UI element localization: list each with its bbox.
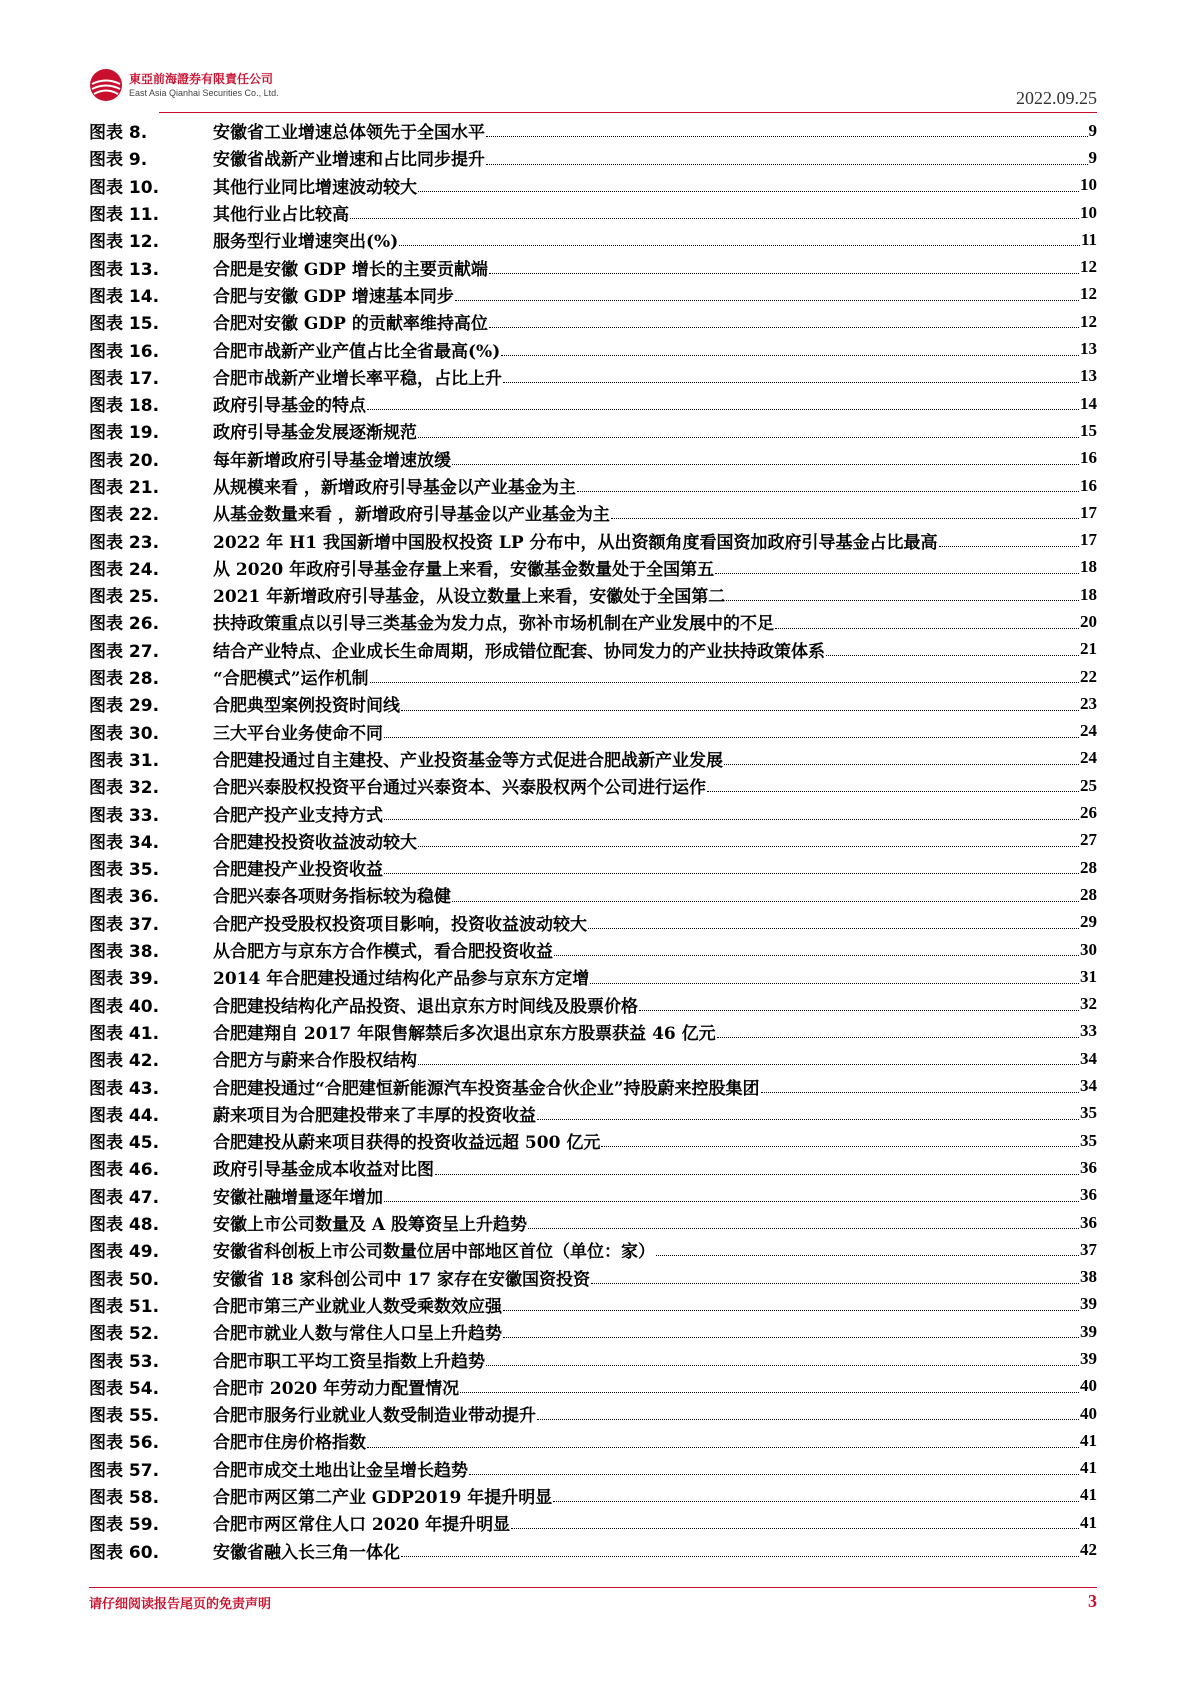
figure-title: 政府引导基金的特点 <box>213 396 366 417</box>
report-date: 2022.09.25 <box>1016 88 1097 108</box>
figure-page-number: 35 <box>1080 1130 1097 1150</box>
figure-page-number: 16 <box>1080 475 1097 495</box>
figure-page-number: 13 <box>1080 339 1097 359</box>
figure-label: 图表 10. <box>89 177 160 198</box>
dot-leader <box>611 518 1079 519</box>
dot-leader <box>588 928 1079 929</box>
dot-leader <box>435 1174 1079 1175</box>
figure-label: 图表 20. <box>89 450 160 471</box>
dot-leader <box>715 573 1079 574</box>
figure-label: 图表 39. <box>89 969 160 990</box>
figure-page-number: 36 <box>1080 1157 1097 1177</box>
figure-title: 合肥建翔自 2017 年限售解禁后多次退出京东方股票获益 46 亿元 <box>213 1023 716 1044</box>
toc-entry[interactable] <box>89 1127 1097 1154</box>
figure-title: 从规模来看 ，新增政府引导基金以产业基金为主 <box>213 478 576 498</box>
figure-page-number: 31 <box>1080 966 1097 986</box>
toc-entry[interactable] <box>89 554 1097 581</box>
figure-page-number: 12 <box>1080 284 1097 304</box>
figure-title: 安徽上市公司数量及 A 股筹资呈上升趋势 <box>213 1215 528 1236</box>
dot-leader <box>554 955 1079 956</box>
figure-title: 2014 年合肥建投通过结构化产品参与京东方定增 <box>213 969 590 990</box>
figure-title: 合肥兴泰股权投资平台通过兴泰资本、兴泰股权两个公司进行运作 <box>213 778 706 799</box>
figure-page-number: 11 <box>1080 229 1097 249</box>
dot-leader <box>826 655 1079 656</box>
figure-label: 图表 46. <box>89 1160 160 1181</box>
dot-leader <box>528 1228 1079 1229</box>
dot-leader <box>384 819 1079 820</box>
figure-page-number: 23 <box>1080 693 1097 713</box>
figure-title: 2022 年 H1 我国新增中国股权投资 LP 分布中，从出资额角度看国资加政府引导基金占比最高 <box>213 532 938 553</box>
toc-entry[interactable] <box>89 581 1097 608</box>
figure-page-number: 28 <box>1080 884 1097 904</box>
toc-entry[interactable] <box>89 1154 1097 1181</box>
toc-entry[interactable] <box>89 472 1097 499</box>
figure-label: 图表 58. <box>89 1487 160 1508</box>
figure-page-number: 12 <box>1080 257 1097 277</box>
figure-label: 图表 17. <box>89 368 160 389</box>
dot-leader <box>367 409 1079 410</box>
dot-leader <box>401 710 1079 711</box>
figure-label: 图表 36. <box>89 887 160 908</box>
figure-label: 图表 40. <box>89 996 160 1017</box>
figure-label: 图表 24. <box>89 559 160 580</box>
toc-entry[interactable] <box>89 745 1097 772</box>
toc-entry[interactable] <box>89 608 1097 635</box>
figure-page-number: 16 <box>1080 448 1097 468</box>
figure-label: 图表 51. <box>89 1296 160 1317</box>
dot-leader <box>707 791 1079 792</box>
figure-label: 图表 55. <box>89 1406 160 1427</box>
disclaimer-note: 请仔细阅读报告尾页的免责声明 <box>89 1597 272 1612</box>
figure-page-number: 25 <box>1080 775 1097 795</box>
toc-entry[interactable] <box>89 1345 1097 1372</box>
figure-label: 图表 15. <box>89 314 160 335</box>
figure-title: 安徽省工业增速总体领先于全国水平 <box>213 123 485 144</box>
figure-page-number: 18 <box>1080 584 1097 604</box>
figure-page-number: 15 <box>1080 420 1097 440</box>
dot-leader <box>486 136 1088 137</box>
figure-title: 合肥市服务行业就业人数受制造业带动提升 <box>213 1406 536 1427</box>
figure-title: 合肥产投产业支持方式 <box>213 805 383 826</box>
figure-title: 合肥典型案例投资时间线 <box>213 696 400 717</box>
figure-page-number: 30 <box>1080 939 1097 959</box>
toc-entry[interactable] <box>89 909 1097 936</box>
figure-page-number: 26 <box>1080 803 1097 823</box>
dot-leader <box>486 1365 1079 1366</box>
page-number: 3 <box>1088 1591 1097 1611</box>
figure-label: 图表 21. <box>89 478 160 498</box>
toc-entry[interactable] <box>89 854 1097 881</box>
dot-leader <box>489 327 1079 328</box>
figure-label: 图表 35. <box>89 860 160 881</box>
toc-entry[interactable] <box>89 144 1097 171</box>
figure-title: 蔚来项目为合肥建投带来了丰厚的投资收益 <box>213 1105 536 1126</box>
figure-title: 合肥建投结构化产品投资、退出京东方时间线及股票价格 <box>213 996 638 1017</box>
figure-title: 合肥方与蔚来合作股权结构 <box>213 1051 417 1072</box>
toc-entry[interactable] <box>89 772 1097 799</box>
page-header <box>89 62 1097 114</box>
figure-title: 合肥兴泰各项财务指标较为稳健 <box>213 887 451 908</box>
company-name-en: East Asia Qianhai Securities Co., Ltd. <box>129 88 279 98</box>
figure-label: 图表 25. <box>89 587 160 608</box>
dot-leader <box>370 682 1079 683</box>
figure-page-number: 17 <box>1080 530 1097 550</box>
dot-leader <box>591 1283 1079 1284</box>
dot-leader <box>577 491 1079 492</box>
figure-title: 合肥市就业人数与常住人口呈上升趋势 <box>213 1324 502 1345</box>
figure-label: 图表 23. <box>89 532 160 553</box>
dot-leader <box>501 355 1079 356</box>
toc-entry[interactable] <box>89 718 1097 745</box>
dot-leader <box>469 1474 1079 1475</box>
figure-label: 图表 22. <box>89 505 160 526</box>
dot-leader <box>418 846 1079 847</box>
figure-label: 图表 16. <box>89 341 160 362</box>
toc-entry[interactable] <box>89 199 1097 226</box>
figure-title: 三大平台业务使命不同 <box>213 723 383 744</box>
toc-entry[interactable] <box>89 526 1097 553</box>
dot-leader <box>460 1392 1079 1393</box>
figure-page-number: 13 <box>1080 366 1097 386</box>
figure-label: 图表 33. <box>89 805 160 826</box>
figure-title: 合肥对安徽 GDP 的贡献率维持高位 <box>213 314 488 335</box>
figure-title: 安徽省战新产业增速和占比同步提升 <box>213 150 485 171</box>
figure-page-number: 32 <box>1080 994 1097 1014</box>
figure-label: 图表 12. <box>89 232 160 253</box>
figure-page-number: 34 <box>1080 1048 1097 1068</box>
figure-label: 图表 38. <box>89 942 160 963</box>
toc-entry[interactable] <box>89 881 1097 908</box>
dot-leader <box>775 628 1079 629</box>
figure-label: 图表 19. <box>89 423 160 444</box>
figure-page-number: 39 <box>1080 1294 1097 1314</box>
dot-leader <box>939 546 1079 547</box>
figure-page-number: 9 <box>1088 120 1097 140</box>
dot-leader <box>401 1556 1079 1557</box>
figure-page-number: 38 <box>1080 1267 1097 1287</box>
figure-title: 合肥市战新产业增长率平稳，占比上升 <box>213 368 502 389</box>
toc-entry[interactable] <box>89 1318 1097 1345</box>
toc-entry[interactable] <box>89 1400 1097 1427</box>
dot-leader <box>367 1447 1079 1448</box>
figure-label: 图表 37. <box>89 914 160 935</box>
figure-label: 图表 26. <box>89 614 160 635</box>
figure-title: 其他行业占比较高 <box>213 205 349 226</box>
toc-entry[interactable] <box>89 1045 1097 1072</box>
figure-label: 图表 59. <box>89 1515 160 1536</box>
figure-title: 2021 年新增政府引导基金，从设立数量上来看，安徽处于全国第二 <box>213 587 726 608</box>
toc-entry[interactable] <box>89 417 1097 444</box>
figure-label: 图表 45. <box>89 1133 160 1154</box>
toc-entry[interactable] <box>89 799 1097 826</box>
figure-label: 图表 13. <box>89 259 160 280</box>
toc-entry[interactable] <box>89 1536 1097 1563</box>
figure-label: 图表 43. <box>89 1078 160 1099</box>
toc-entry[interactable] <box>89 308 1097 335</box>
figure-title: 从基金数量来看 ，新增政府引导基金以产业基金为主 <box>213 505 610 526</box>
figure-label: 图表 42. <box>89 1051 160 1072</box>
figure-label: 图表 9. <box>89 150 148 171</box>
dot-leader <box>503 1310 1079 1311</box>
toc-entry[interactable] <box>89 253 1097 280</box>
figure-page-number: 10 <box>1080 175 1097 195</box>
figure-label: 图表 57. <box>89 1460 160 1481</box>
dot-leader <box>455 300 1079 301</box>
dot-leader <box>350 218 1079 219</box>
footer-divider <box>89 1587 1097 1588</box>
dot-leader <box>503 1337 1079 1338</box>
header-divider <box>159 112 1097 113</box>
figure-page-number: 40 <box>1080 1403 1097 1423</box>
dot-leader <box>537 1419 1079 1420</box>
dot-leader <box>724 764 1079 765</box>
figure-page-number: 42 <box>1080 1540 1097 1560</box>
figure-title: 结合产业特点、企业成长生命周期，形成错位配套、协同发力的产业扶持政策体系 <box>213 641 825 662</box>
figure-page-number: 40 <box>1080 1376 1097 1396</box>
figure-label: 图表 56. <box>89 1433 160 1454</box>
figure-title: 合肥市职工平均工资呈指数上升趋势 <box>213 1351 485 1372</box>
toc-entry[interactable] <box>89 281 1097 308</box>
figure-label: 图表 30. <box>89 723 160 744</box>
toc-entry[interactable] <box>89 1209 1097 1236</box>
figure-page-number: 17 <box>1080 502 1097 522</box>
toc-entry[interactable] <box>89 663 1097 690</box>
figure-page-number: 24 <box>1080 721 1097 741</box>
toc-entry[interactable] <box>89 172 1097 199</box>
figure-title: 合肥建投产业投资收益 <box>213 860 383 881</box>
figure-title: 合肥市两区常住人口 2020 年提升明显 <box>213 1515 511 1536</box>
figure-title: 从合肥方与京东方合作模式，看合肥投资收益 <box>213 942 553 963</box>
figure-title: 政府引导基金成本收益对比图 <box>213 1160 434 1181</box>
figure-label: 图表 47. <box>89 1187 160 1208</box>
dot-leader <box>761 1092 1079 1093</box>
figure-title: 合肥市战新产业产值占比全省最高(%) <box>213 341 501 362</box>
figure-page-number: 27 <box>1080 830 1097 850</box>
dot-leader <box>384 737 1079 738</box>
figure-label: 图表 49. <box>89 1242 160 1263</box>
toc-entry[interactable] <box>89 1263 1097 1290</box>
toc-entry[interactable] <box>89 1455 1097 1482</box>
figure-title: 合肥是安徽 GDP 增长的主要贡献端 <box>213 259 488 280</box>
figure-label: 图表 44. <box>89 1105 160 1126</box>
figure-label: 图表 34. <box>89 832 160 853</box>
toc-entry[interactable] <box>89 1100 1097 1127</box>
dot-leader <box>452 901 1079 902</box>
toc-entry[interactable] <box>89 335 1097 362</box>
toc-entry[interactable] <box>89 445 1097 472</box>
dot-leader <box>418 1064 1079 1065</box>
figure-page-number: 34 <box>1080 1076 1097 1096</box>
figure-label: 图表 8. <box>89 123 148 144</box>
toc-entry[interactable] <box>89 690 1097 717</box>
figure-label: 图表 50. <box>89 1269 160 1290</box>
figure-title: 安徽社融增量逐年增加 <box>213 1187 383 1208</box>
figure-page-number: 14 <box>1080 393 1097 413</box>
figure-title: 合肥建投通过自主建投、产业投资基金等方式促进合肥战新产业发展 <box>213 750 723 771</box>
figure-page-number: 22 <box>1080 666 1097 686</box>
dot-leader <box>418 191 1079 192</box>
dot-leader <box>384 1201 1079 1202</box>
figure-label: 图表 60. <box>89 1542 160 1563</box>
figure-title: 扶持政策重点以引导三类基金为发力点，弥补市场机制在产业发展中的不足 <box>213 614 774 635</box>
figure-title: 合肥建投通过“合肥建恒新能源汽车投资基金合伙企业”持股蔚来控股集团 <box>213 1078 760 1099</box>
dot-leader <box>553 1501 1079 1502</box>
figure-title: 从 2020 年政府引导基金存量上来看，安徽基金数量处于全国第五 <box>213 559 715 580</box>
company-logo-icon <box>89 68 123 102</box>
figure-title: 合肥建投投资收益波动较大 <box>213 832 417 853</box>
figure-label: 图表 14. <box>89 286 160 307</box>
toc-entry[interactable] <box>89 226 1097 253</box>
toc-entry[interactable] <box>89 363 1097 390</box>
figure-page-number: 41 <box>1080 1458 1097 1478</box>
figure-label: 图表 53. <box>89 1351 160 1372</box>
toc-entry[interactable] <box>89 390 1097 417</box>
figure-page-number: 36 <box>1080 1212 1097 1232</box>
toc-entry[interactable] <box>89 1018 1097 1045</box>
dot-leader <box>503 382 1079 383</box>
figure-page-number: 24 <box>1080 748 1097 768</box>
figure-title: 合肥产投受股权投资项目影响，投资收益波动较大 <box>213 914 587 935</box>
toc-entry[interactable] <box>89 1373 1097 1400</box>
figure-title: 合肥市第三产业就业人数受乘数效应强 <box>213 1296 502 1317</box>
figure-page-number: 35 <box>1080 1103 1097 1123</box>
figure-title: 安徽省科创板上市公司数量位居中部地区首位（单位：家） <box>213 1242 655 1263</box>
figure-page-number: 37 <box>1080 1239 1097 1259</box>
figure-title: 安徽省 18 家科创公司中 17 家存在安徽国资投资 <box>213 1269 590 1290</box>
toc-entry[interactable] <box>89 117 1097 144</box>
figure-label: 图表 52. <box>89 1324 160 1345</box>
toc-entry[interactable] <box>89 1427 1097 1454</box>
figure-label: 图表 41. <box>89 1023 160 1044</box>
figure-label: 图表 48. <box>89 1215 160 1236</box>
toc-entry[interactable] <box>89 1236 1097 1263</box>
figure-title: 合肥与安徽 GDP 增速基本同步 <box>213 286 454 307</box>
company-name-cn: 東亞前海證券有限責任公司 <box>129 72 274 86</box>
figure-page-number: 18 <box>1080 557 1097 577</box>
figure-label: 图表 11. <box>89 205 160 226</box>
figure-title: 合肥市成交土地出让金呈增长趋势 <box>213 1460 468 1481</box>
figure-page-number: 41 <box>1080 1430 1097 1450</box>
figure-title: 每年新增政府引导基金增速放缓 <box>213 450 451 471</box>
dot-leader <box>418 437 1079 438</box>
figure-label: 图表 54. <box>89 1378 160 1399</box>
figure-title: 安徽省融入长三角一体化 <box>213 1542 400 1563</box>
dot-leader <box>656 1255 1079 1256</box>
figure-page-number: 33 <box>1080 1021 1097 1041</box>
dot-leader <box>511 1528 1079 1529</box>
figure-page-number: 20 <box>1080 611 1097 631</box>
toc-entry[interactable] <box>89 1291 1097 1318</box>
figure-title: 服务型行业增速突出(%) <box>213 232 399 253</box>
toc-entry[interactable] <box>89 936 1097 963</box>
figure-page-number: 41 <box>1080 1485 1097 1505</box>
toc-entry[interactable] <box>89 1482 1097 1509</box>
figure-page-number: 21 <box>1080 639 1097 659</box>
dot-leader <box>489 273 1079 274</box>
figure-label: 图表 29. <box>89 696 160 717</box>
dot-leader <box>590 983 1079 984</box>
toc-entry[interactable] <box>89 1072 1097 1099</box>
dot-leader <box>639 1010 1079 1011</box>
figure-page-number: 12 <box>1080 311 1097 331</box>
toc-entry[interactable] <box>89 636 1097 663</box>
dot-leader <box>537 1119 1079 1120</box>
dot-leader <box>486 164 1088 165</box>
figure-page-number: 41 <box>1080 1512 1097 1532</box>
figure-table-of-contents <box>89 117 1097 1564</box>
dot-leader <box>726 600 1079 601</box>
toc-entry[interactable] <box>89 499 1097 526</box>
toc-entry[interactable] <box>89 827 1097 854</box>
figure-title: “合肥模式”运作机制 <box>213 669 369 690</box>
figure-title: 合肥市住房价格指数 <box>213 1433 366 1454</box>
toc-entry[interactable] <box>89 991 1097 1018</box>
figure-title: 政府引导基金发展逐渐规范 <box>213 423 417 444</box>
toc-entry[interactable] <box>89 963 1097 990</box>
figure-label: 图表 32. <box>89 778 160 799</box>
dot-leader <box>399 245 1080 246</box>
dot-leader <box>452 464 1079 465</box>
dot-leader <box>601 1146 1079 1147</box>
figure-title: 其他行业同比增速波动较大 <box>213 177 417 198</box>
figure-label: 图表 18. <box>89 396 160 417</box>
figure-page-number: 39 <box>1080 1321 1097 1341</box>
figure-label: 图表 27. <box>89 641 160 662</box>
dot-leader <box>384 873 1079 874</box>
figure-page-number: 9 <box>1088 147 1097 167</box>
figure-label: 图表 31. <box>89 750 160 771</box>
figure-title: 合肥市两区第二产业 GDP2019 年提升明显 <box>213 1487 553 1508</box>
figure-page-number: 39 <box>1080 1349 1097 1368</box>
toc-entry[interactable] <box>89 1182 1097 1209</box>
dot-leader <box>717 1037 1079 1038</box>
figure-title: 合肥建投从蔚来项目获得的投资收益远超 500 亿元 <box>213 1133 601 1154</box>
figure-page-number: 10 <box>1080 202 1097 222</box>
toc-entry[interactable] <box>89 1509 1097 1536</box>
figure-page-number: 28 <box>1080 857 1097 877</box>
figure-page-number: 36 <box>1080 1185 1097 1205</box>
figure-page-number: 29 <box>1080 912 1097 932</box>
figure-label: 图表 28. <box>89 669 160 690</box>
figure-title: 合肥市 2020 年劳动力配置情况 <box>213 1378 460 1399</box>
